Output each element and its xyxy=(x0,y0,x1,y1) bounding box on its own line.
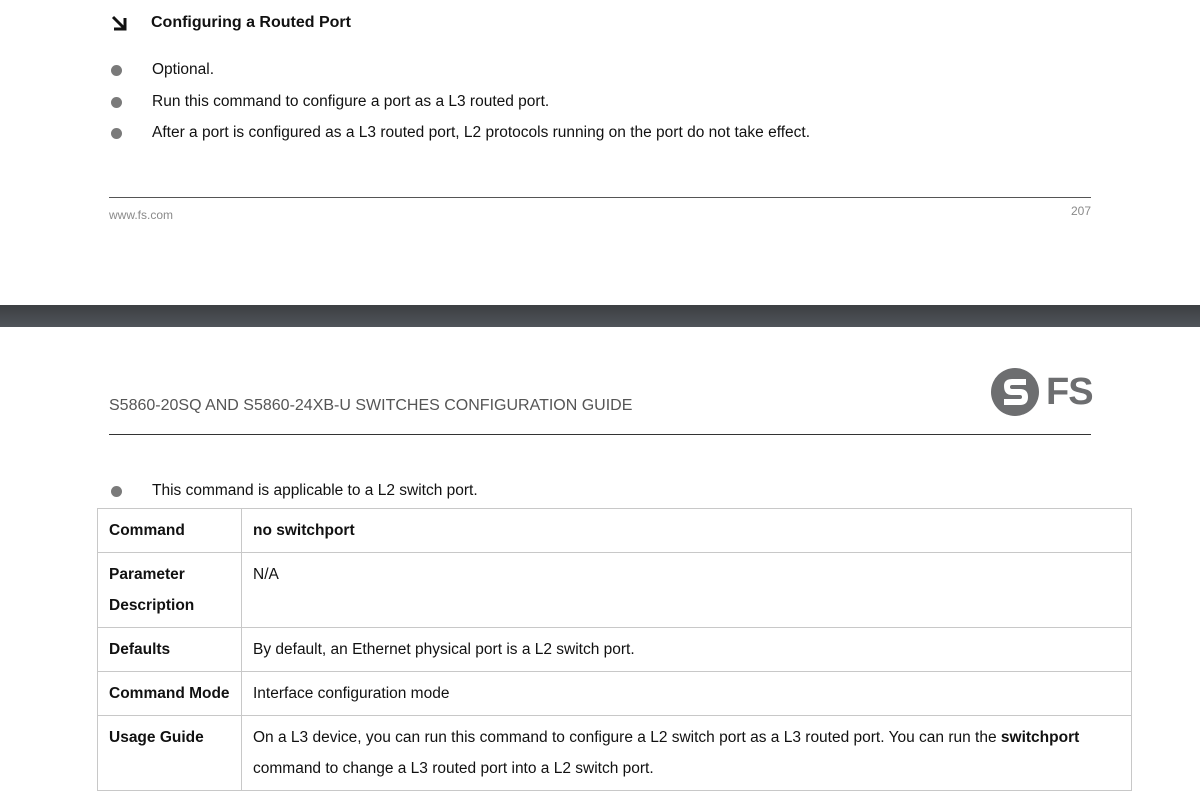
command-table xyxy=(97,508,1132,791)
bullet-text: Optional. xyxy=(152,61,215,78)
table-key: Usage Guide xyxy=(98,716,242,791)
bullet-text: Run this command to configure a port as a L3 routed port. xyxy=(152,93,550,110)
bullet-icon xyxy=(111,65,122,76)
fs-logo xyxy=(990,367,1093,417)
table-key: Defaults xyxy=(98,628,242,672)
arrow-down-right-icon xyxy=(110,14,128,32)
list-item xyxy=(110,124,810,142)
bullet-icon xyxy=(111,128,122,139)
page-number: 207 xyxy=(1070,204,1091,218)
section-heading xyxy=(110,14,351,32)
table-row xyxy=(98,509,1132,553)
list-item xyxy=(110,93,549,111)
list-item xyxy=(110,61,214,79)
table-key: Parameter Description xyxy=(98,553,242,628)
logo-text: FS xyxy=(1046,370,1093,413)
usage-text-1: On a L3 device, you can run this command to configure a L2 switch port as a L3 routed port. You can run the xyxy=(253,729,1001,746)
bullet-text: After a port is configured as a L3 routed port, L2 protocols running on the port do not take effect. xyxy=(152,124,811,141)
table-value xyxy=(242,716,1132,791)
table-value: no switchport xyxy=(242,509,1132,553)
footer-url: www.fs.com xyxy=(109,208,174,222)
list-item xyxy=(110,482,478,500)
table-row xyxy=(98,672,1132,716)
header-divider xyxy=(109,434,1091,435)
table-value: By default, an Ethernet physical port is a L2 switch port. xyxy=(242,628,1132,672)
table-row xyxy=(98,716,1132,791)
page-top xyxy=(0,0,1200,305)
footer-divider xyxy=(109,197,1091,198)
table-key: Command Mode xyxy=(98,672,242,716)
table-value: N/A xyxy=(242,553,1132,628)
table-row xyxy=(98,553,1132,628)
bullet-text: This command is applicable to a L2 switch port. xyxy=(152,482,478,499)
usage-text-2: command to change a L3 routed port into a L2 switch port. xyxy=(253,760,654,777)
table-key: Command xyxy=(98,509,242,553)
section-title: Configuring a Routed Port xyxy=(151,14,351,31)
table-row xyxy=(98,628,1132,672)
fs-logo-icon xyxy=(990,367,1040,417)
table-value: Interface configuration mode xyxy=(242,672,1132,716)
usage-command: switchport xyxy=(1000,729,1080,746)
page-bottom xyxy=(0,327,1200,804)
bullet-icon xyxy=(111,486,122,497)
page-separator xyxy=(0,305,1200,327)
bullet-icon xyxy=(111,97,122,108)
guide-title: S5860-20SQ AND S5860-24XB-U SWITCHES CONFIGURATION GUIDE xyxy=(109,397,633,414)
